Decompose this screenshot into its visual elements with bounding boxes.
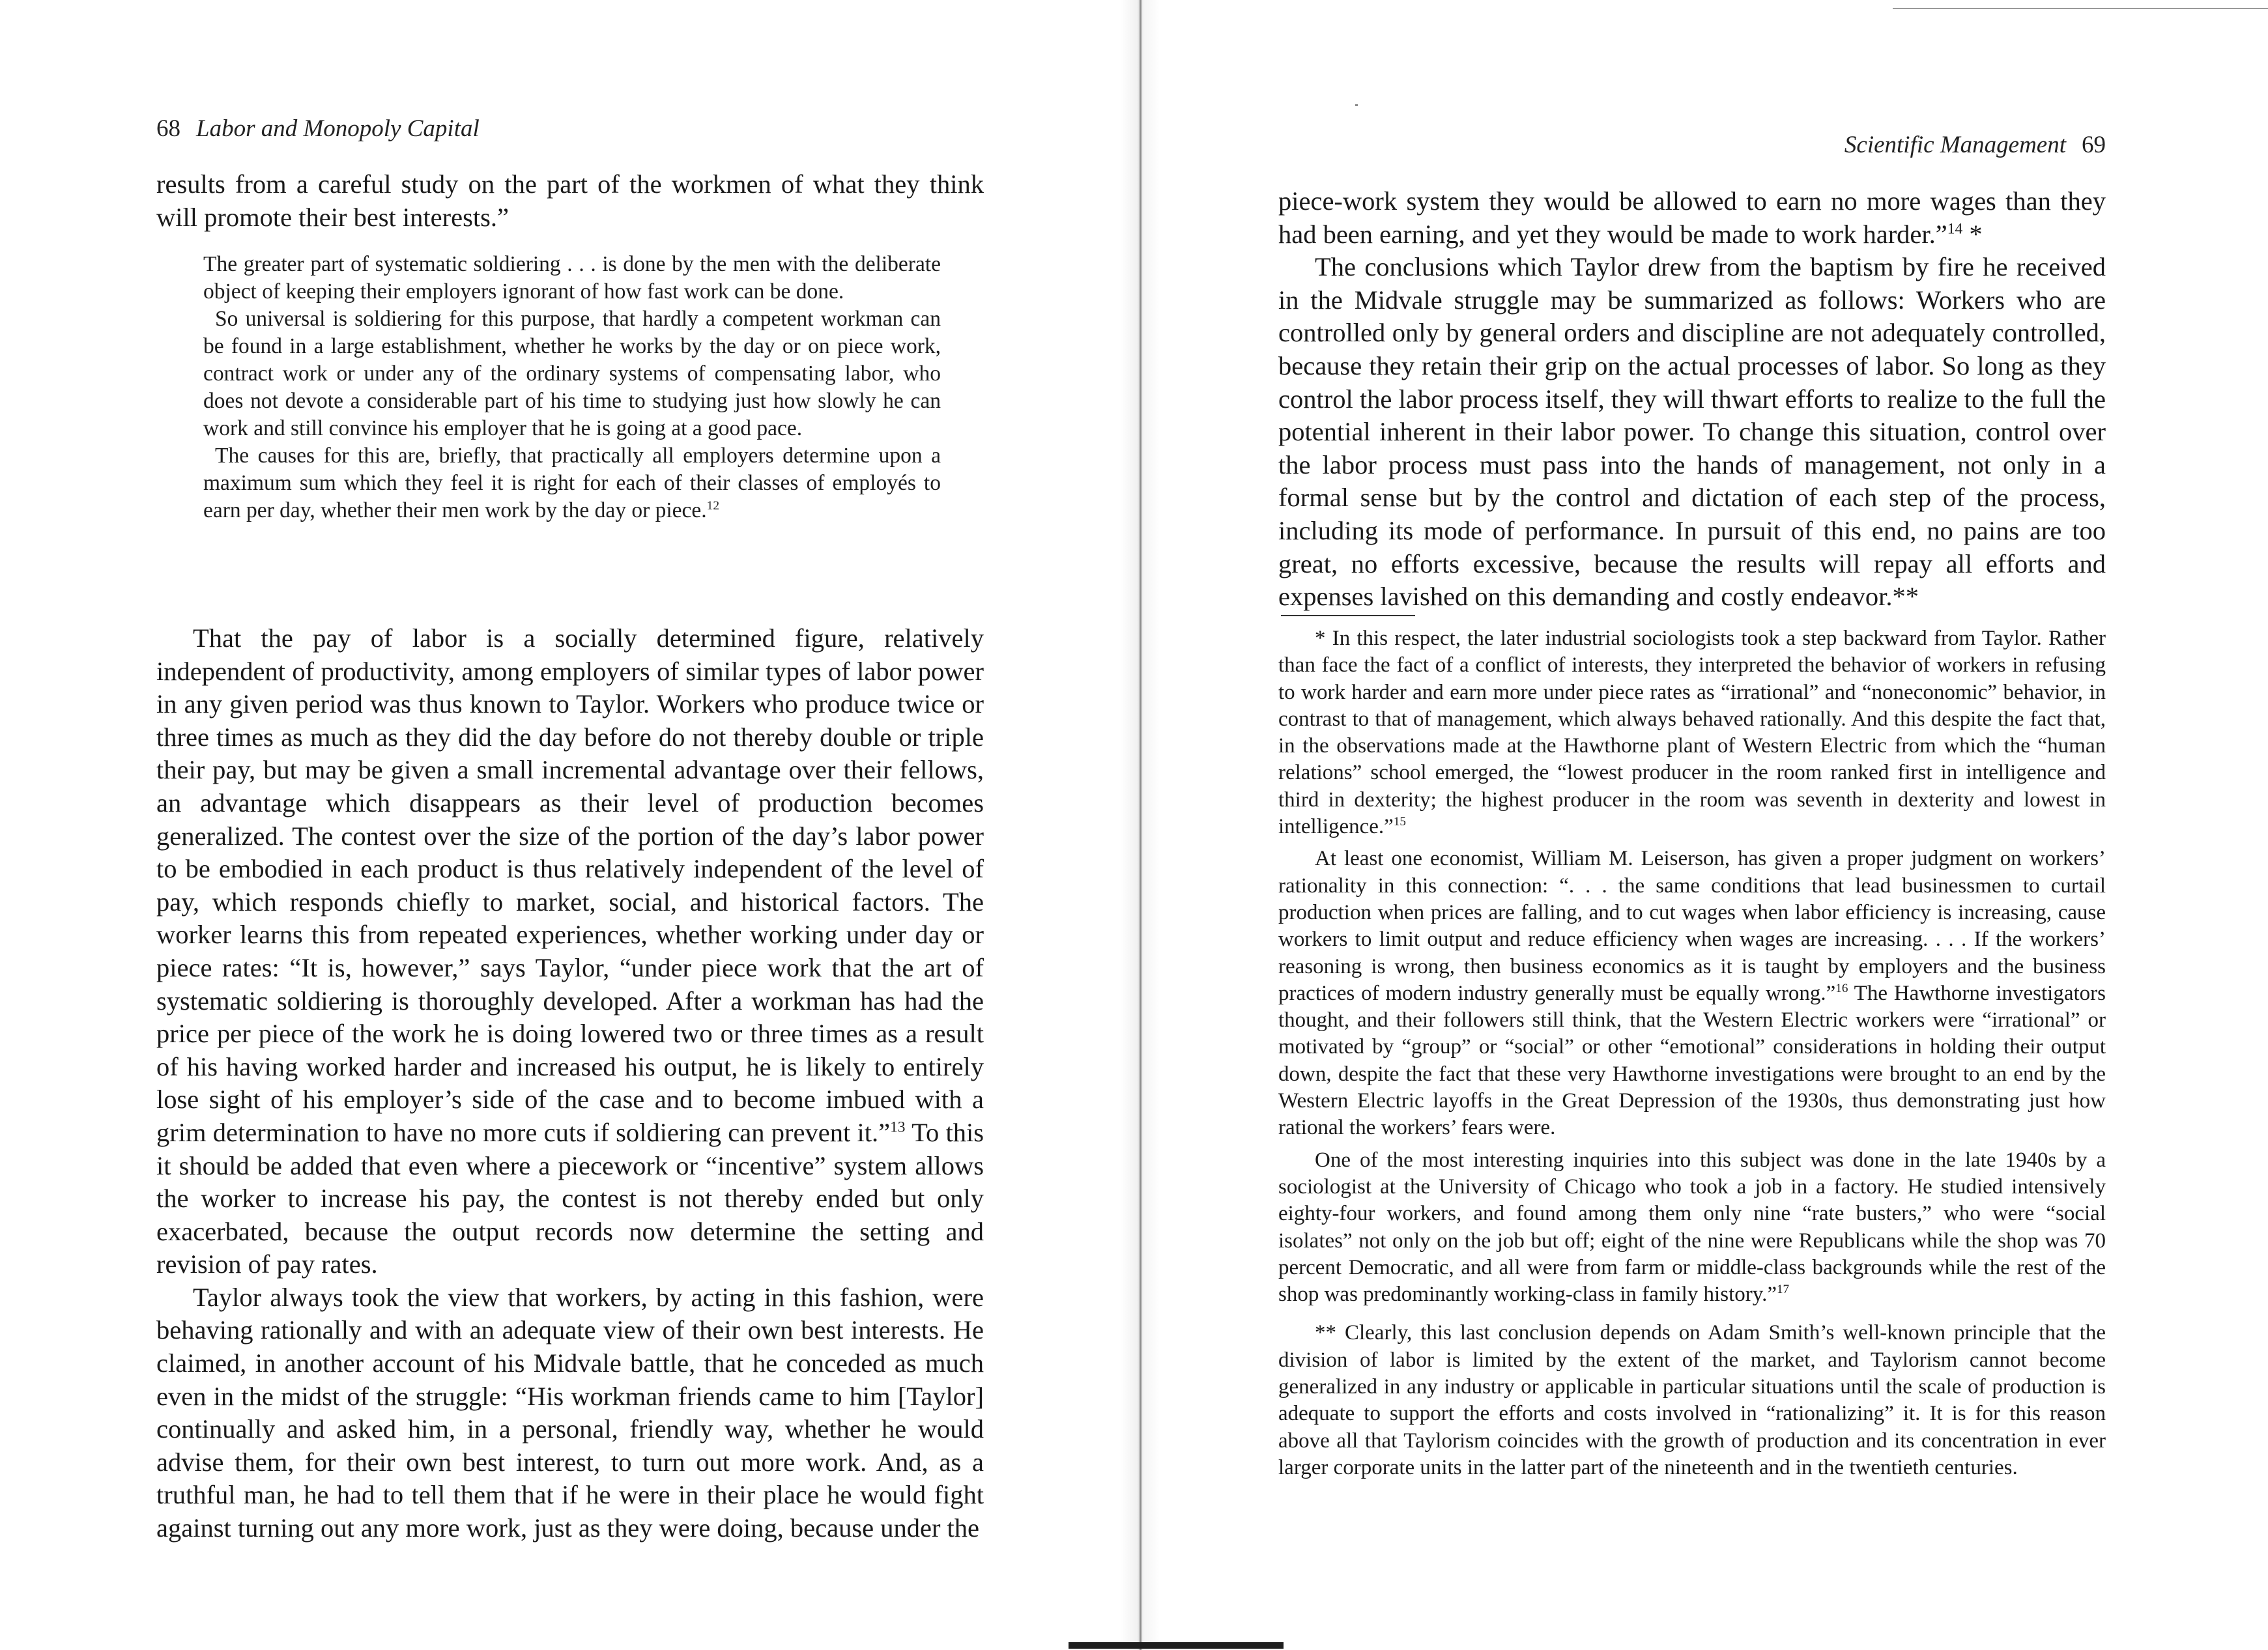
book-spine-line xyxy=(1140,0,1141,1650)
right-page-number: 69 xyxy=(2082,132,2106,158)
footnote-1-b xyxy=(1278,846,2106,1141)
footnote-ref-17: 17 xyxy=(1776,1283,1790,1297)
left-body-text xyxy=(156,622,984,1545)
asterisk-ref: * xyxy=(1962,219,1983,249)
footnote-1-a-text: * In this respect, the later industrial sociologists took a step backward from Taylor. Rather than face the fact of a conflict of interests, they interpreted the behavior of workers in refusing to work harder and earn more under piece rates as “irrational” and “noneconomic” behavior, in contrast to that of management, which always behaved rationally. And this despite the fact that, in the observations made at the Hawthorne plant of Western Electric from which the “human relations” school emerged, the “lowest producer in the room ranked first in intelligence and third in dexterity; the highest producer in the room was seventh in dexterity and lowest in intelligence.” xyxy=(1278,627,2106,839)
block-quote-p3 xyxy=(203,442,941,524)
footnote-ref-15: 15 xyxy=(1393,815,1406,829)
footnote-rule xyxy=(1281,615,1415,616)
right-paragraph-1-a: piece-work system they would be allowed to earn no more wages than they had been earning, and yet they would be made to work harder.” xyxy=(1278,186,2106,249)
gutter-bottom-mark xyxy=(1069,1642,1284,1649)
right-paragraph-1 xyxy=(1278,185,2106,251)
left-lead-text xyxy=(156,168,984,234)
footnote-1-c xyxy=(1278,1147,2106,1309)
footnote-1-a xyxy=(1278,625,2106,840)
footnote-1-b-tail: The Hawthorne investigators thought, and their followers still think, that the Western Electric workers were “irrational” or motivated by “group” or “social” or other “emotional” considerations in holding their output down, despite the fact that these very Hawthorne investigations were brought to an end by the Western Electric layoffs in the Great Depression of the 1930s, thus demonstrating just how rational the workers’ fears were. xyxy=(1278,981,2106,1140)
left-paragraph-1-b: To this it should be added that even where a piecework or “incentive” system allows the worker to increase his pay, the contest is not thereby ended but only exacerbated, because the output records now determine the setting and revision of pay rates. xyxy=(156,1117,984,1279)
right-footnotes xyxy=(1278,625,2106,1481)
right-paragraph-2: The conclusions which Taylor drew from the baptism by fire he received in the Midvale struggle may be summarized as follows: Workers who are controlled only by general orders and discipline are not adequately controlled, because they retain their grip on the actual processes of labor. So long as they control the labor process itself, they will thwart efforts to realize to the full the potential inherent in their labor power. To change this situation, control over the labor process must pass into the hands of management, not only in a formal sense but by the control and dictation of each step of the process, including its mode of performance. In pursuit of this end, no pains are too great, no efforts excessive, because the results will repay all efforts and expenses lavished on this demanding and costly endeavor.** xyxy=(1278,252,2106,612)
left-running-head xyxy=(156,115,480,143)
block-quote-p1: The greater part of systematic soldiering . . . is done by the men with the deliberate object of keeping their employers ignorant of how fast work can be done. xyxy=(203,252,941,304)
scan-speck xyxy=(1355,104,1358,106)
left-running-title: Labor and Monopoly Capital xyxy=(196,115,480,142)
footnote-ref-13: 13 xyxy=(890,1118,906,1136)
left-paragraph-1 xyxy=(156,622,984,1281)
left-paragraph-2: Taylor always took the view that workers, by acting in this fashion, were behaving rationally and with an adequate view of their own best interests. He claimed, in another account of his Midvale battle, that he conceded as much even in the midst of the struggle: “His workman friends came to him [Taylor] continually and asked him, in a personal, friendly way, whether he would advise them, for their own best interest, to turn out more work. And, as a truthful man, he had to tell them that if he were in their place he would fight against turning out any more work, just as they were doing, because under the xyxy=(156,1282,984,1543)
footnote-ref-14: 14 xyxy=(1947,220,1963,238)
footnote-ref-16: 16 xyxy=(1835,982,1848,995)
footnote-1-b-text: At least one economist, William M. Leiserson, has given a proper judgment on workers’ rationality in this connection: “. . . the same conditions that lead businessmen to curtail production when prices are falling, and to cut wages when labor efficiency is increasing, cause workers to limit output and reduce efficiency when wages are increasing. . . . If the workers’ reasoning is wrong, then business economics as it is taught by employers and the business practices of modern industry generally must be equally wrong.” xyxy=(1278,847,2106,1005)
right-running-title: Scientific Management xyxy=(1844,132,2066,158)
right-body-text xyxy=(1278,185,2106,614)
block-quote-p3-text: The causes for this are, briefly, that practically all employers determine upon a maximum sum which they feel it is right for each of their classes of employés to earn per day, whether their men work by the day or piece. xyxy=(203,444,941,522)
right-running-head xyxy=(1845,131,2106,160)
left-lead-paragraph: results from a careful study on the part of the workmen of what they think will promote their best interests.” xyxy=(156,169,984,232)
scan-edge-rule xyxy=(1893,8,2268,9)
left-page-number: 68 xyxy=(156,115,180,142)
left-block-quote xyxy=(203,251,941,524)
footnote-2: ** Clearly, this last conclusion depends on Adam Smith’s well-known principle that the division of labor is limited by the extent of the market, and Taylorism cannot become generalized in any industry or applicable in particular situations until the scale of production is adequate to support the efforts and costs involved in “rationalizing” it. It is for this reason above all that Taylorism coincides with the growth of production and its concentration in ever larger corporate units in the latter part of the nineteenth and in the twentieth centuries. xyxy=(1278,1321,2106,1479)
footnote-ref-12: 12 xyxy=(706,498,720,513)
footnote-1-c-text: One of the most interesting inquiries into this subject was done in the late 1940s by a sociologist at the University of Chicago who took a job in a factory. He studied intensively eighty-four workers, and found among them only nine “rate busters,” who were “social isolates” not only on the job but off; eight of the nine were Republicans while the shop was 70 percent Democratic, and all were from farm or middle-class backgrounds while the rest of the shop was predominantly working-class in family history.” xyxy=(1278,1148,2106,1307)
left-paragraph-1-a: That the pay of labor is a socially determined figure, relatively independent of productivity, among employers of similar types of labor power in any given period was thus known to Taylor. Workers who produce twice or three times as much as they did the day before do not thereby double or triple their pay, but may be given a small incremental advantage over their fellows, an advantage which disappears as their level of production becomes generalized. The contest over the size of the portion of the day’s labor power to be embodied in each product is thus relatively independent of the level of pay, which responds chiefly to market, social, and historical factors. The worker learns this from repeated experiences, whether working under day or piece rates: “It is, however,” says Taylor, “under piece work that the art of systematic soldiering is thoroughly developed. After a workman has had the price per piece of the work he is doing lowered two or three times as a result of his having worked harder and increased his output, he is likely to entirely lose sight of his employer’s side of the case and to become imbued with a grim determination to have no more cuts if soldiering can prevent it.” xyxy=(156,623,984,1147)
block-quote-p2: So universal is soldiering for this purpose, that hardly a competent workman can be found in a large establishment, whether he works by the day or on piece work, contract work or under any of the ordinary systems of compensating labor, who does not devote a considerable part of his time to studying just how slowly he can work and still convince his employer that he is going at a good pace. xyxy=(203,307,941,440)
